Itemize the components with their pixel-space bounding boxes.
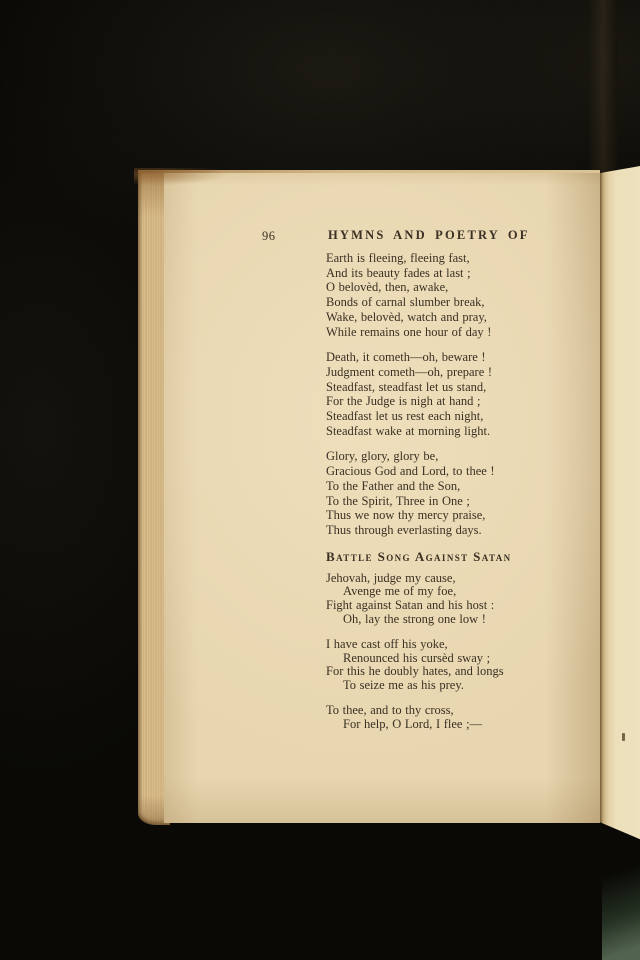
- stanza: [326, 638, 566, 693]
- section-title: Battle Song Against Satan: [326, 548, 512, 564]
- cover-reflection: [602, 846, 640, 960]
- book: [138, 170, 600, 827]
- poem-text: [326, 251, 566, 743]
- poem-line: For the Judge is nigh at hand ;: [326, 394, 481, 409]
- poem-line: Thus through everlasting days.: [326, 522, 482, 537]
- poem-line: To seize me as his prey.: [343, 678, 464, 693]
- stanza: [326, 350, 566, 438]
- facing-page-ink-mark: [622, 733, 625, 741]
- poem-line: Steadfast let us rest each night,: [326, 409, 484, 424]
- poem-line: To the Spirit, Three in One ;: [326, 493, 470, 508]
- poem-line: Thus we now thy mercy praise,: [326, 508, 486, 523]
- poem-line: Bonds of carnal slumber break,: [326, 295, 485, 310]
- poem-line: Wake, belovèd, watch and pray,: [326, 309, 487, 324]
- poem-line: While remains one hour of day !: [326, 324, 492, 339]
- poem-line: Fight against Satan and his host :: [326, 598, 495, 613]
- book-cover-seam: [588, 0, 618, 172]
- stanza: [326, 251, 566, 339]
- stanza: [326, 449, 566, 537]
- poem-line: And its beauty fades at last ;: [326, 265, 471, 280]
- poem-line: Glory, glory, glory be,: [326, 449, 439, 464]
- poem-line: To the Father and the Son,: [326, 478, 461, 493]
- poem-line: Earth is fleeing, fleeing fast,: [326, 251, 470, 265]
- page-content: [138, 170, 600, 827]
- poem-line: To thee, and to thy cross,: [326, 703, 454, 718]
- poem-line: O belovèd, then, awake,: [326, 280, 449, 295]
- poem-line: Judgment cometh—oh, prepare !: [326, 364, 493, 379]
- page-number: 96: [262, 229, 276, 243]
- poem-line: Death, it cometh—oh, beware !: [326, 350, 486, 365]
- stanza: [326, 572, 566, 627]
- poem-line: Oh, lay the strong one low !: [343, 612, 486, 627]
- running-header: HYMNS AND POETRY OF: [328, 228, 530, 242]
- poem-line: Avenge me of my foe,: [343, 584, 457, 599]
- poem-line: Renounced his cursèd sway ;: [343, 650, 491, 665]
- facing-page-edge: [600, 166, 640, 846]
- poem-line: Gracious God and Lord, to thee !: [326, 464, 495, 479]
- poem-line: Jehovah, judge my cause,: [326, 570, 456, 585]
- poem-line: Steadfast wake at morning light.: [326, 423, 491, 438]
- poem-line: For this he doubly hates, and longs: [326, 664, 504, 679]
- stanza: [326, 704, 566, 732]
- poem-line: Steadfast, steadfast let us stand,: [326, 379, 487, 394]
- poem-line: For help, O Lord, I flee ;—: [343, 716, 483, 731]
- poem-line: I have cast off his yoke,: [326, 636, 448, 651]
